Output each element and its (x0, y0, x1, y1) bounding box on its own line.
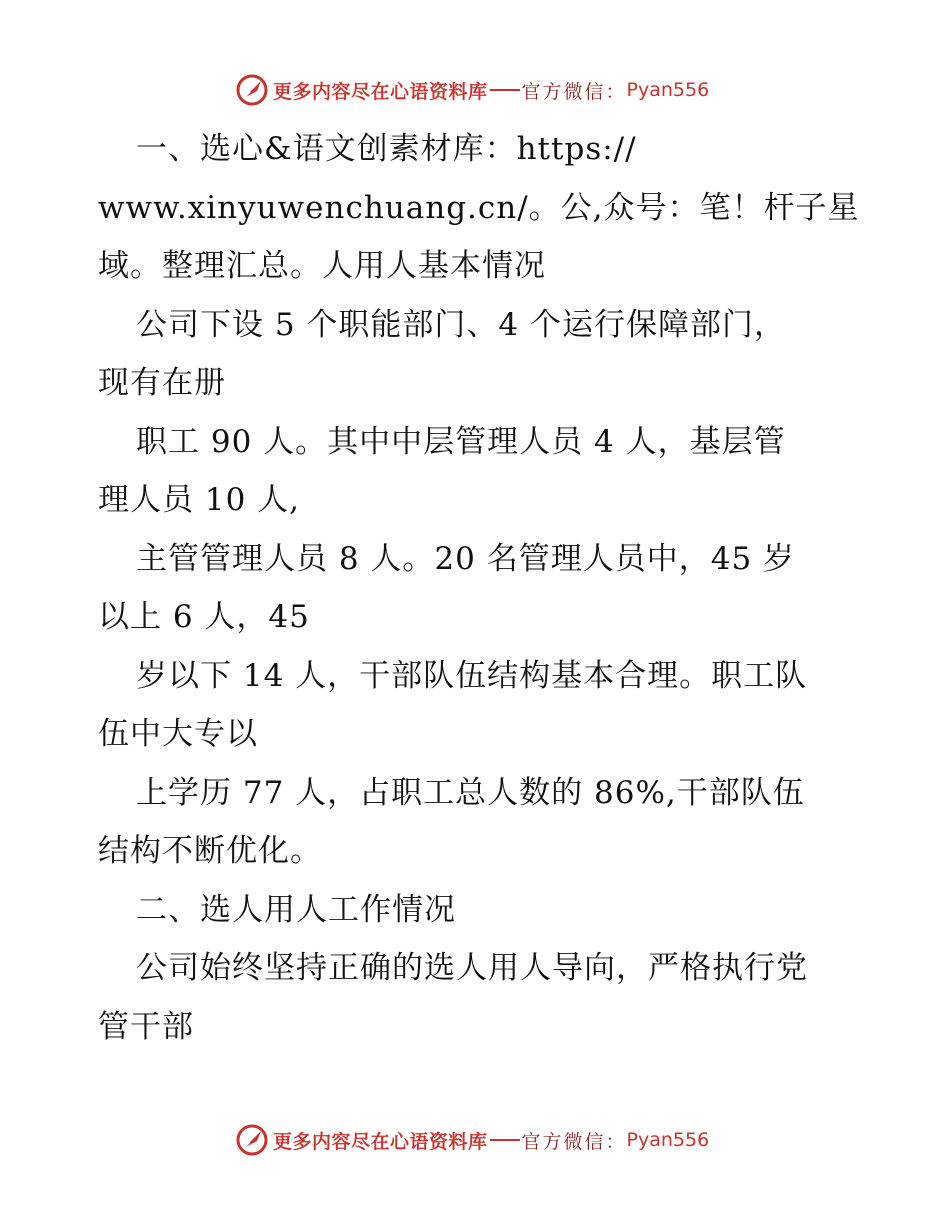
quill-logo-icon (235, 1123, 269, 1157)
text-line: 管干部 (98, 1008, 194, 1045)
header-banner-text: 更多内容尽在心语资料库 (273, 80, 488, 103)
footer-banner (0, 1120, 950, 1160)
header-wechat-id: Pyan556 (626, 79, 710, 101)
quill-logo-icon (235, 73, 269, 107)
text-line: 域。整理汇总。人用人基本情况 (98, 248, 546, 284)
section-heading: 二、选人用人工作情况 (136, 891, 456, 928)
text-line: 以上 6 人，45 (98, 599, 310, 635)
text-line: 现有在册 (98, 365, 226, 401)
footer-wechat-label: 官方微信： (521, 1130, 627, 1153)
text-line: 伍中大专以 (98, 716, 258, 752)
text-line: www.xinyuwenchuang.cn/。公,众号：笔！杆子星 (98, 189, 860, 226)
header-banner (0, 70, 950, 110)
text-line: 公司下设 5 个职能部门、4 个运行保障部门， (136, 306, 787, 343)
footer-dash (490, 1139, 520, 1141)
footer-wechat-id: Pyan556 (626, 1129, 710, 1151)
text-line: 理人员 10 人, (98, 482, 301, 518)
header-wechat-label: 官方微信： (521, 80, 627, 103)
text-line: 岁以下 14 人，干部队伍结构基本合理。职工队 (136, 657, 808, 694)
header-dash (490, 89, 520, 91)
text-line: 职工 90 人。其中中层管理人员 4 人，基层管 (136, 423, 786, 460)
document-body (98, 120, 868, 1056)
text-line: 主管管理人员 8 人。20 名管理人员中，45 岁 (136, 540, 796, 577)
text-line: 一、选心&语文创素材库：https:// (136, 131, 637, 167)
text-line: 公司始终坚持正确的选人用人导向，严格执行党 (136, 950, 808, 986)
text-line: 结构不断优化。 (98, 833, 322, 869)
text-line: 上学历 77 人，占职工总人数的 86%,干部队伍 (136, 774, 805, 811)
footer-banner-text: 更多内容尽在心语资料库 (273, 1130, 488, 1153)
